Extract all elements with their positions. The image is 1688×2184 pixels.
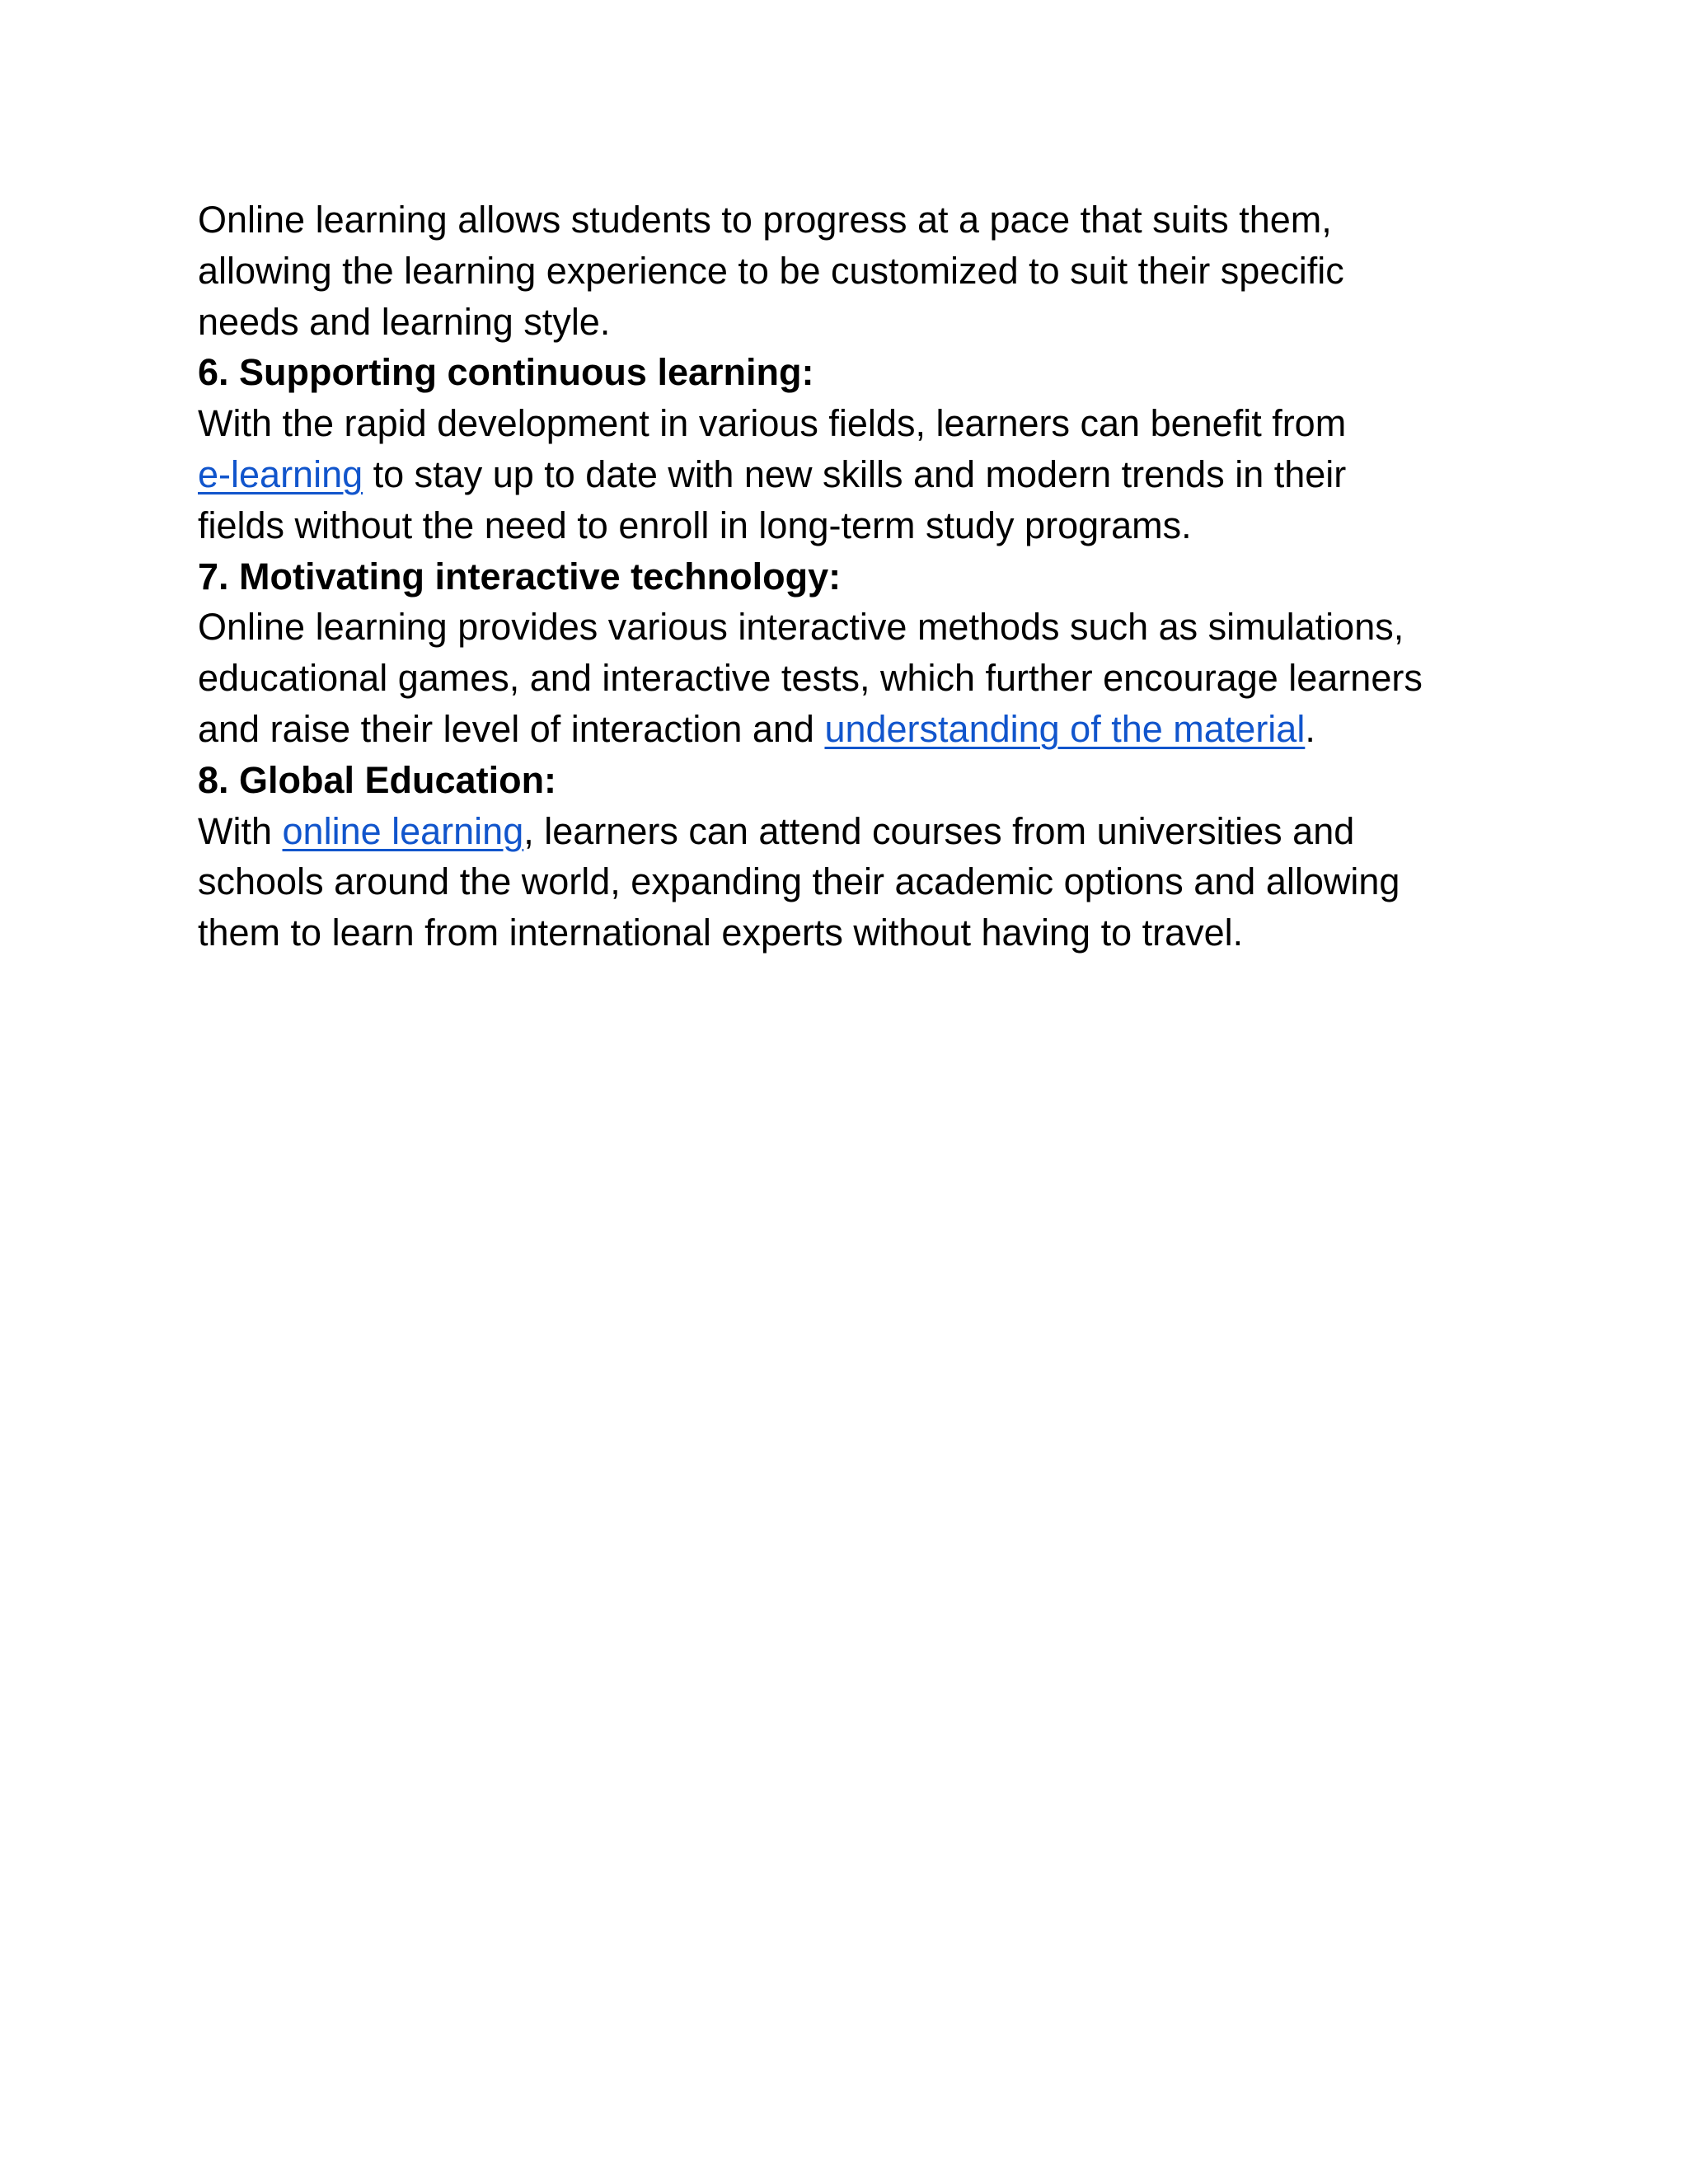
intro-line: needs and learning style. — [198, 300, 611, 343]
section-8-text: With — [198, 809, 283, 852]
section-7-text: . — [1305, 707, 1315, 750]
understanding-material-link[interactable]: understanding of the material — [824, 707, 1306, 750]
section-8-heading: 8. Global Education: — [198, 758, 557, 801]
section-6-line — [198, 449, 1533, 500]
section-6-heading: 6. Supporting continuous learning: — [198, 351, 814, 394]
online-learning-link[interactable]: online learning — [282, 809, 524, 852]
section-7-text: and raise their level of interaction and — [198, 707, 825, 750]
section-7-line — [198, 704, 1533, 755]
section-6-line: With the rapid development in various fields, learners can benefit from — [198, 402, 1347, 445]
section-7-line: educational games, and interactive tests, which further encourage learners — [198, 657, 1423, 700]
section-7-heading: 7. Motivating interactive technology: — [198, 555, 842, 598]
section-6-text: to stay up to date with new skills and modern trends in their — [363, 452, 1347, 495]
section-8-line: them to learn from international experts without having to travel. — [198, 912, 1244, 954]
intro-line: allowing the learning experience to be customized to suit their specific — [198, 249, 1344, 292]
section-8-line: schools around the world, expanding their academic options and allowing — [198, 860, 1400, 903]
section-7-line: Online learning provides various interactive methods such as simulations, — [198, 606, 1404, 649]
section-8-text: , learners can attend courses from universities and — [523, 809, 1355, 852]
document-body — [198, 194, 1533, 958]
section-6-line: fields without the need to enroll in long-term study programs. — [198, 504, 1192, 546]
e-learning-link[interactable]: e-learning — [198, 452, 363, 495]
section-8-line — [198, 806, 1533, 857]
intro-line: Online learning allows students to progress at a pace that suits them, — [198, 199, 1332, 241]
